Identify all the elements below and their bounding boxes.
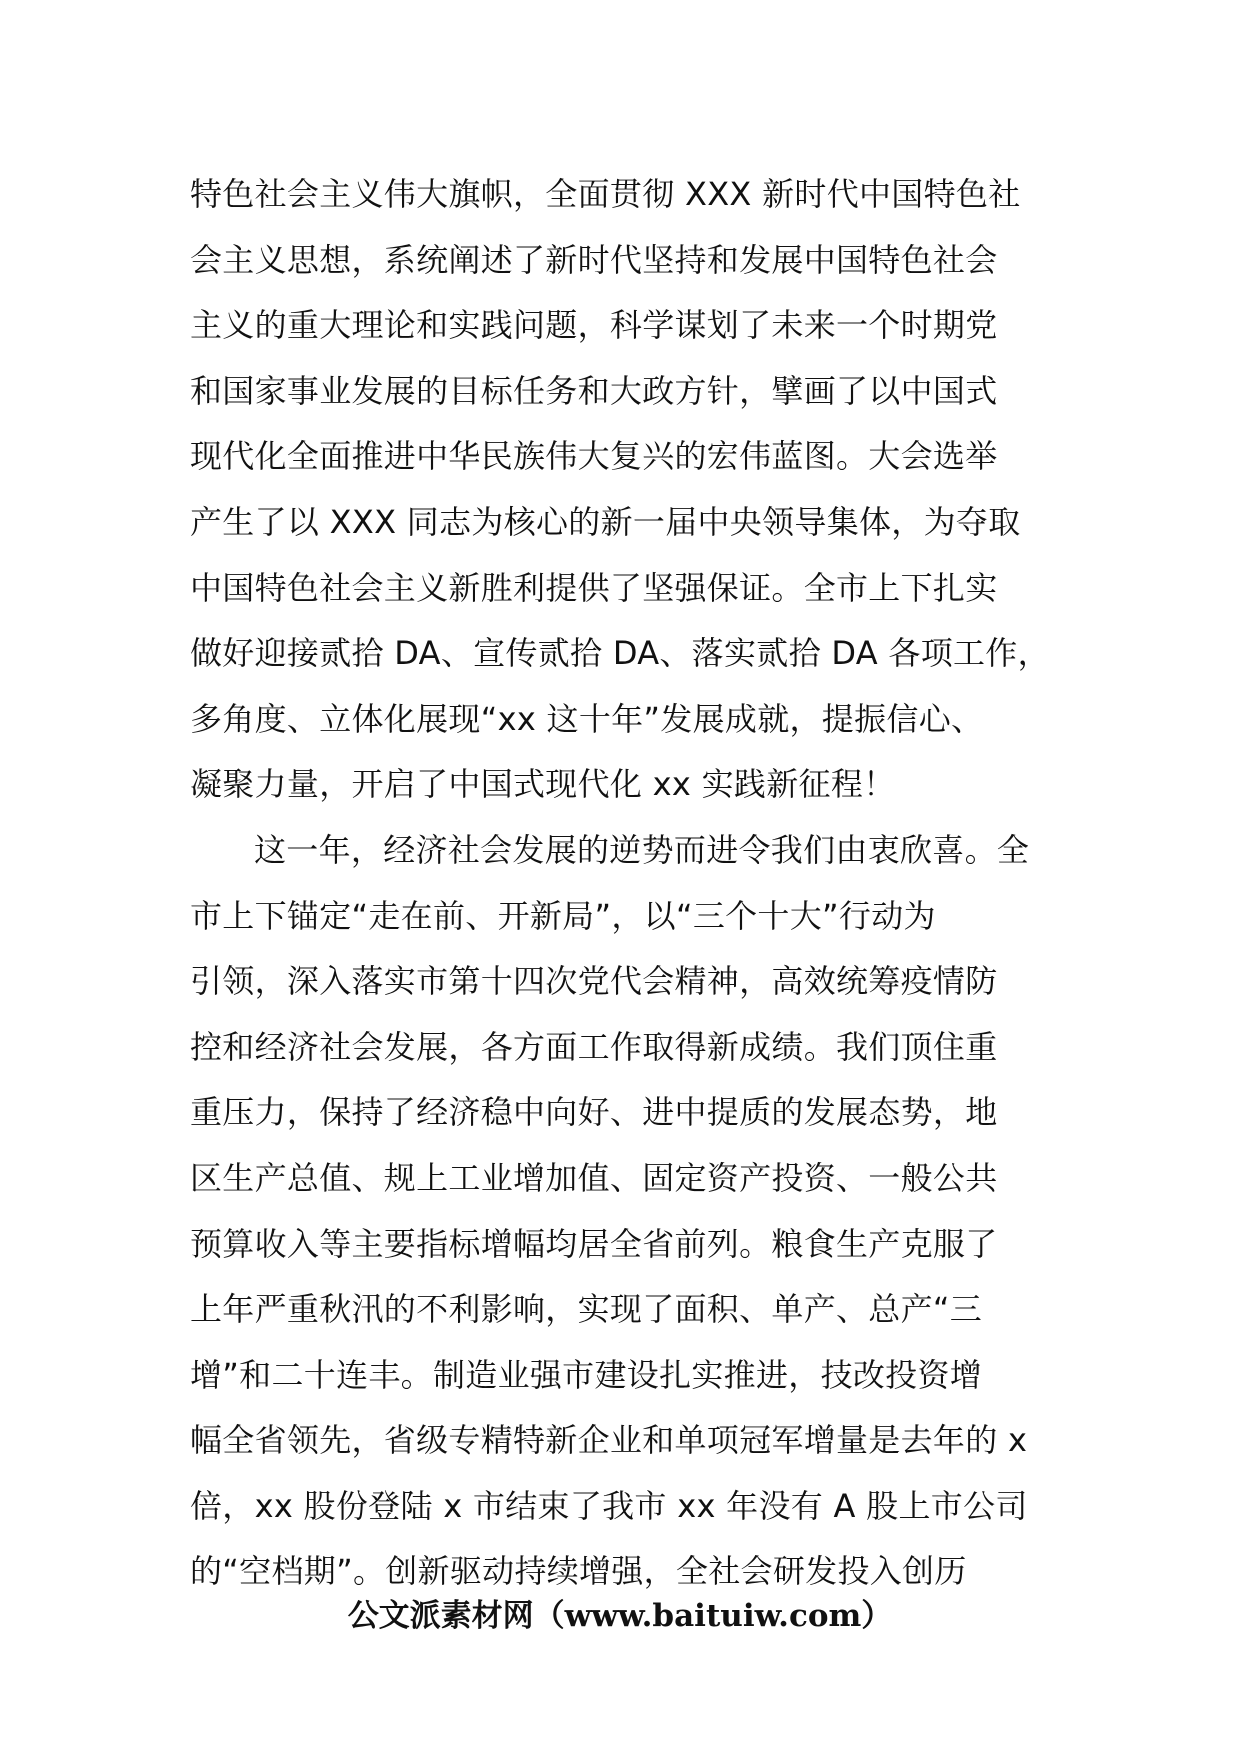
- body-line: 控和经济社会发展，各方面工作取得新成绩。我们顶住重: [190, 1027, 998, 1066]
- body-line: 引领，深入落实市第十四次党代会精神，高效统筹疫情防: [190, 962, 998, 1001]
- body-line: 倍，xx 股份登陆 x 市结束了我市 xx 年没有 A 股上市公司: [190, 1486, 1028, 1525]
- body-line: 做好迎接贰拾 DA、宣传贰拾 DA、落实贰拾 DA 各项工作，: [190, 634, 1050, 673]
- body-line: 区生产总值、规上工业增加值、固定资产投资、一般公共: [190, 1158, 998, 1197]
- body-line: 凝聚力量，开启了中国式现代化 xx 实践新征程！: [190, 765, 896, 804]
- paragraph-start-line: 这一年，经济社会发展的逆势而进令我们由衷欣喜。全: [254, 830, 1030, 869]
- body-line: 产生了以 XXX 同志为核心的新一届中央领导集体，为夺取: [190, 502, 1021, 541]
- body-line: 现代化全面推进中华民族伟大复兴的宏伟蓝图。大会选举: [190, 437, 998, 476]
- document-body: [190, 162, 1090, 1605]
- body-line: 的“空档期”。创新驱动持续增强，全社会研发投入创历: [190, 1552, 967, 1591]
- footer-watermark: 公文派素材网（www.baituiw.com）: [347, 1598, 893, 1634]
- body-line: 市上下锚定“走在前、开新局”，以“三个十大”行动为: [190, 896, 936, 935]
- body-line: 会主义思想，系统阐述了新时代坚持和发展中国特色社会: [190, 240, 998, 279]
- body-line: 和国家事业发展的目标任务和大政方针，擘画了以中国式: [190, 371, 998, 410]
- body-line: 中国特色社会主义新胜利提供了坚强保证。全市上下扎实: [190, 568, 998, 607]
- body-line: 增”和二十连丰。制造业强市建设扎实推进，技改投资增: [190, 1355, 983, 1394]
- body-line: 幅全省领先，省级专精特新企业和单项冠军增量是去年的 x: [190, 1421, 1028, 1460]
- body-line: 预算收入等主要指标增幅均居全省前列。粮食生产克服了: [190, 1224, 998, 1263]
- body-line: 主义的重大理论和实践问题，科学谋划了未来一个时期党: [190, 306, 998, 345]
- body-line: 重压力，保持了经济稳中向好、进中提质的发展态势，地: [190, 1093, 998, 1132]
- body-line: 特色社会主义伟大旗帜，全面贯彻 XXX 新时代中国特色社: [190, 175, 1021, 213]
- body-line: 多角度、立体化展现“xx 这十年”发展成就，提振信心、: [190, 699, 984, 738]
- body-line: 上年严重秋汛的不利影响，实现了面积、单产、总产“三: [190, 1290, 983, 1329]
